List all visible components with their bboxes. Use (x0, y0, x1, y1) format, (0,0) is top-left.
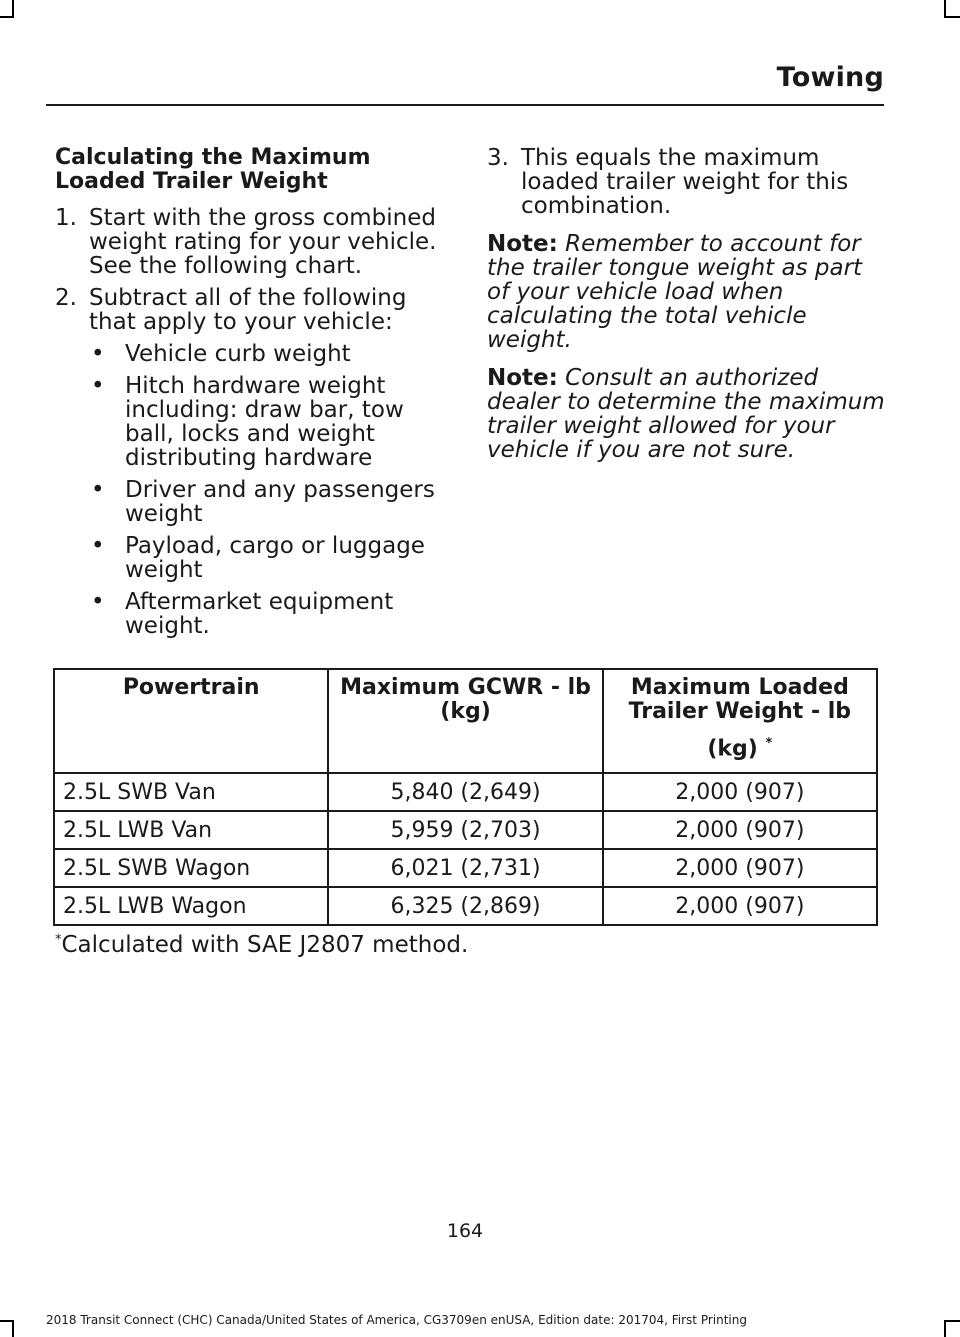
bullet-icon: • (91, 477, 105, 503)
crop-mark (944, 1320, 946, 1337)
list-item (89, 374, 455, 470)
footnote-text: Calculated with SAE J2807 method. (61, 932, 469, 958)
note-consult-dealer (487, 366, 887, 462)
section-heading: Calculating the Maximum Loaded Trailer Weight (55, 145, 371, 194)
note-label: Note: (487, 365, 558, 391)
step-number: 2. (55, 285, 77, 311)
note-label: Note: (487, 231, 558, 257)
header-trailer-weight (603, 669, 877, 773)
step-1 (55, 206, 455, 278)
header-gcwr: Maximum GCWR - lb (kg) (328, 669, 602, 773)
right-column (487, 146, 887, 462)
left-column (55, 146, 455, 654)
note-text: Remember to account for the trailer tongue weight as part of your vehicle load when calculating the total vehicle weight. (487, 231, 863, 353)
cell-gcwr: 6,325 (2,869) (328, 887, 602, 925)
cell-trailer-weight: 2,000 (907) (603, 887, 877, 925)
bullet-text: Payload, cargo or luggage weight (125, 533, 425, 583)
bullet-icon: • (91, 373, 105, 399)
bullet-icon: • (91, 589, 105, 615)
step-text: Subtract all of the following that apply to your vehicle: (89, 285, 407, 335)
crop-mark (944, 1320, 960, 1322)
gcwr-table (53, 668, 878, 926)
cell-gcwr: 5,959 (2,703) (328, 811, 602, 849)
table-header-row (54, 669, 877, 773)
cell-trailer-weight: 2,000 (907) (603, 773, 877, 811)
page-header-title: Towing (776, 62, 884, 93)
table-row (54, 773, 877, 811)
step-body (89, 286, 455, 646)
note-tongue-weight (487, 232, 887, 352)
crop-mark (0, 16, 14, 18)
list-item (89, 478, 455, 526)
step-text: This equals the maximum loaded trailer weight for this combination. (521, 145, 849, 219)
step-number: 1. (55, 205, 77, 231)
table-row (54, 849, 877, 887)
header-powertrain: Powertrain (54, 669, 328, 773)
list-item (89, 590, 455, 638)
bullet-text: Hitch hardware weight including: draw bar, tow ball, locks and weight distributing hardware (125, 373, 404, 471)
table-footnote (55, 932, 468, 958)
cell-powertrain: 2.5L LWB Van (54, 811, 328, 849)
crop-mark (0, 1320, 14, 1322)
note-text: Consult an authorized dealer to determine the maximum trailer weight allowed for your vehicle if you are not sure. (487, 365, 885, 463)
step-text: Start with the gross combined weight rating for your vehicle. See the following chart. (89, 205, 437, 279)
step-2 (55, 286, 455, 646)
header-trailer-unit (612, 732, 868, 761)
bullet-text: Vehicle curb weight (125, 341, 351, 367)
cell-powertrain: 2.5L SWB Wagon (54, 849, 328, 887)
bullet-list (89, 342, 455, 638)
cell-powertrain: 2.5L SWB Van (54, 773, 328, 811)
list-item (89, 534, 455, 582)
header-trailer-label: Maximum Loaded Trailer Weight - lb (628, 675, 852, 724)
step-3 (487, 146, 887, 218)
cell-gcwr: 6,021 (2,731) (328, 849, 602, 887)
page-number: 164 (446, 1220, 484, 1242)
table-row (54, 811, 877, 849)
bullet-icon: • (91, 533, 105, 559)
bullet-icon: • (91, 341, 105, 367)
step-number: 3. (487, 145, 509, 171)
footnote-mark: * (765, 736, 773, 751)
list-item (89, 342, 455, 366)
crop-mark (12, 1320, 14, 1337)
cell-gcwr: 5,840 (2,649) (328, 773, 602, 811)
header-trailer-kg: (kg) (707, 736, 758, 762)
footnote-mark: * (55, 932, 62, 948)
cell-trailer-weight: 2,000 (907) (603, 811, 877, 849)
page-footer: 2018 Transit Connect (CHC) Canada/United States of America, CG3709en enUSA, Edition date: 201704, First Printing (46, 1313, 747, 1327)
table-row (54, 887, 877, 925)
cell-powertrain: 2.5L LWB Wagon (54, 887, 328, 925)
crop-mark (944, 16, 960, 18)
bullet-text: Aftermarket equipment weight. (125, 589, 394, 639)
header-divider (46, 104, 884, 106)
cell-trailer-weight: 2,000 (907) (603, 849, 877, 887)
bullet-text: Driver and any passengers weight (125, 477, 435, 527)
